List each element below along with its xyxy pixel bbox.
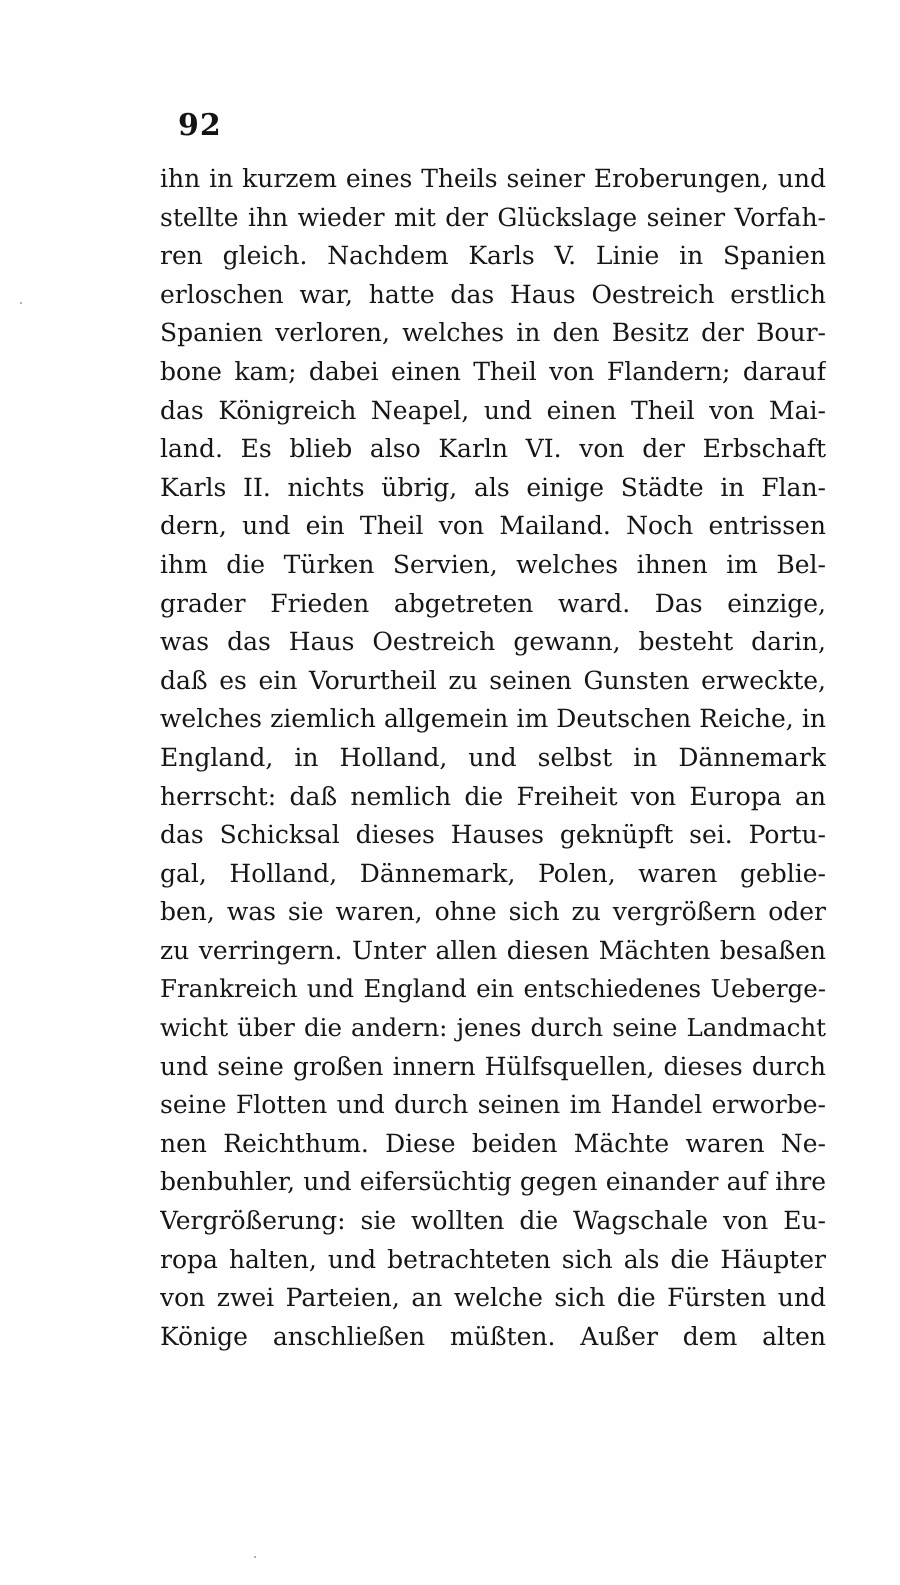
text-line: das Schicksal dieses Hauses geknüpft sei. Portu- (160, 820, 826, 850)
paper-speck (254, 1556, 256, 1558)
text-line: daß es ein Vorurtheil zu seinen Gunsten erweckte, (160, 665, 826, 695)
text-line: erloschen war, hatte das Haus Oestreich erstlich (160, 279, 826, 309)
text-line: bone kam; dabei einen Theil von Flandern; darauf (160, 356, 826, 386)
text-line: ihn in kurzem eines Theils seiner Eroberungen, und (160, 164, 826, 193)
text-line: und seine großen innern Hülfsquellen, dieses durch (160, 1051, 826, 1081)
text-line: gal, Holland, Dännemark, Polen, waren geblie- (160, 858, 826, 888)
text-line: Könige anschließen müßten. Außer dem alten (160, 1321, 826, 1351)
text-line: was das Haus Oestreich gewann, besteht darin, (160, 627, 826, 657)
text-line: Karls II. nichts übrig, als einige Städte in Flan- (160, 472, 826, 502)
text-line: grader Frieden abgetreten ward. Das einzige, (160, 588, 826, 618)
text-line: das Königreich Neapel, und einen Theil von Mai- (160, 395, 826, 425)
body-text (160, 160, 826, 1356)
text-line: benbuhler, und eifersüchtig gegen einander auf ihre (160, 1167, 826, 1197)
text-line: welches ziemlich allgemein im Deutschen Reiche, in (160, 704, 826, 734)
text-line: ihm die Türken Servien, welches ihnen im Bel- (160, 549, 826, 579)
text-line: ren gleich. Nachdem Karls V. Linie in Spanien (160, 241, 826, 271)
text-line: seine Flotten und durch seinen im Handel erworbe- (160, 1090, 826, 1120)
text-line: land. Es blieb also Karln VI. von der Erbschaft (160, 434, 826, 464)
text-line: herrscht: daß nemlich die Freiheit von Europa an (160, 781, 826, 811)
text-line: England, in Holland, und selbst in Dännemark (160, 742, 826, 772)
text-line: Spanien verloren, welches in den Besitz der Bour- (160, 318, 826, 348)
text-line: zu verringern. Unter allen diesen Mächten besaßen (160, 935, 826, 965)
paper-speck (20, 302, 22, 304)
page-number: 92 (178, 108, 222, 143)
text-line: von zwei Parteien, an welche sich die Fürsten und (160, 1283, 826, 1313)
text-line: wicht über die andern: jenes durch seine Landmacht (160, 1013, 826, 1043)
text-line: ropa halten, und betrachteten sich als die Häupter (160, 1244, 826, 1274)
text-line: nen Reichthum. Diese beiden Mächte waren Ne- (160, 1128, 826, 1158)
text-line: dern, und ein Theil von Mailand. Noch entrissen (160, 511, 826, 541)
text-line: stellte ihn wieder mit der Glückslage seiner Vorfah- (160, 202, 826, 232)
text-line: Vergrößerung: sie wollten die Wagschale von Eu- (160, 1206, 826, 1236)
text-line: ben, was sie waren, ohne sich zu vergrößern oder (160, 897, 826, 927)
text-line: Frankreich und England ein entschiedenes Ueberge- (160, 974, 826, 1004)
